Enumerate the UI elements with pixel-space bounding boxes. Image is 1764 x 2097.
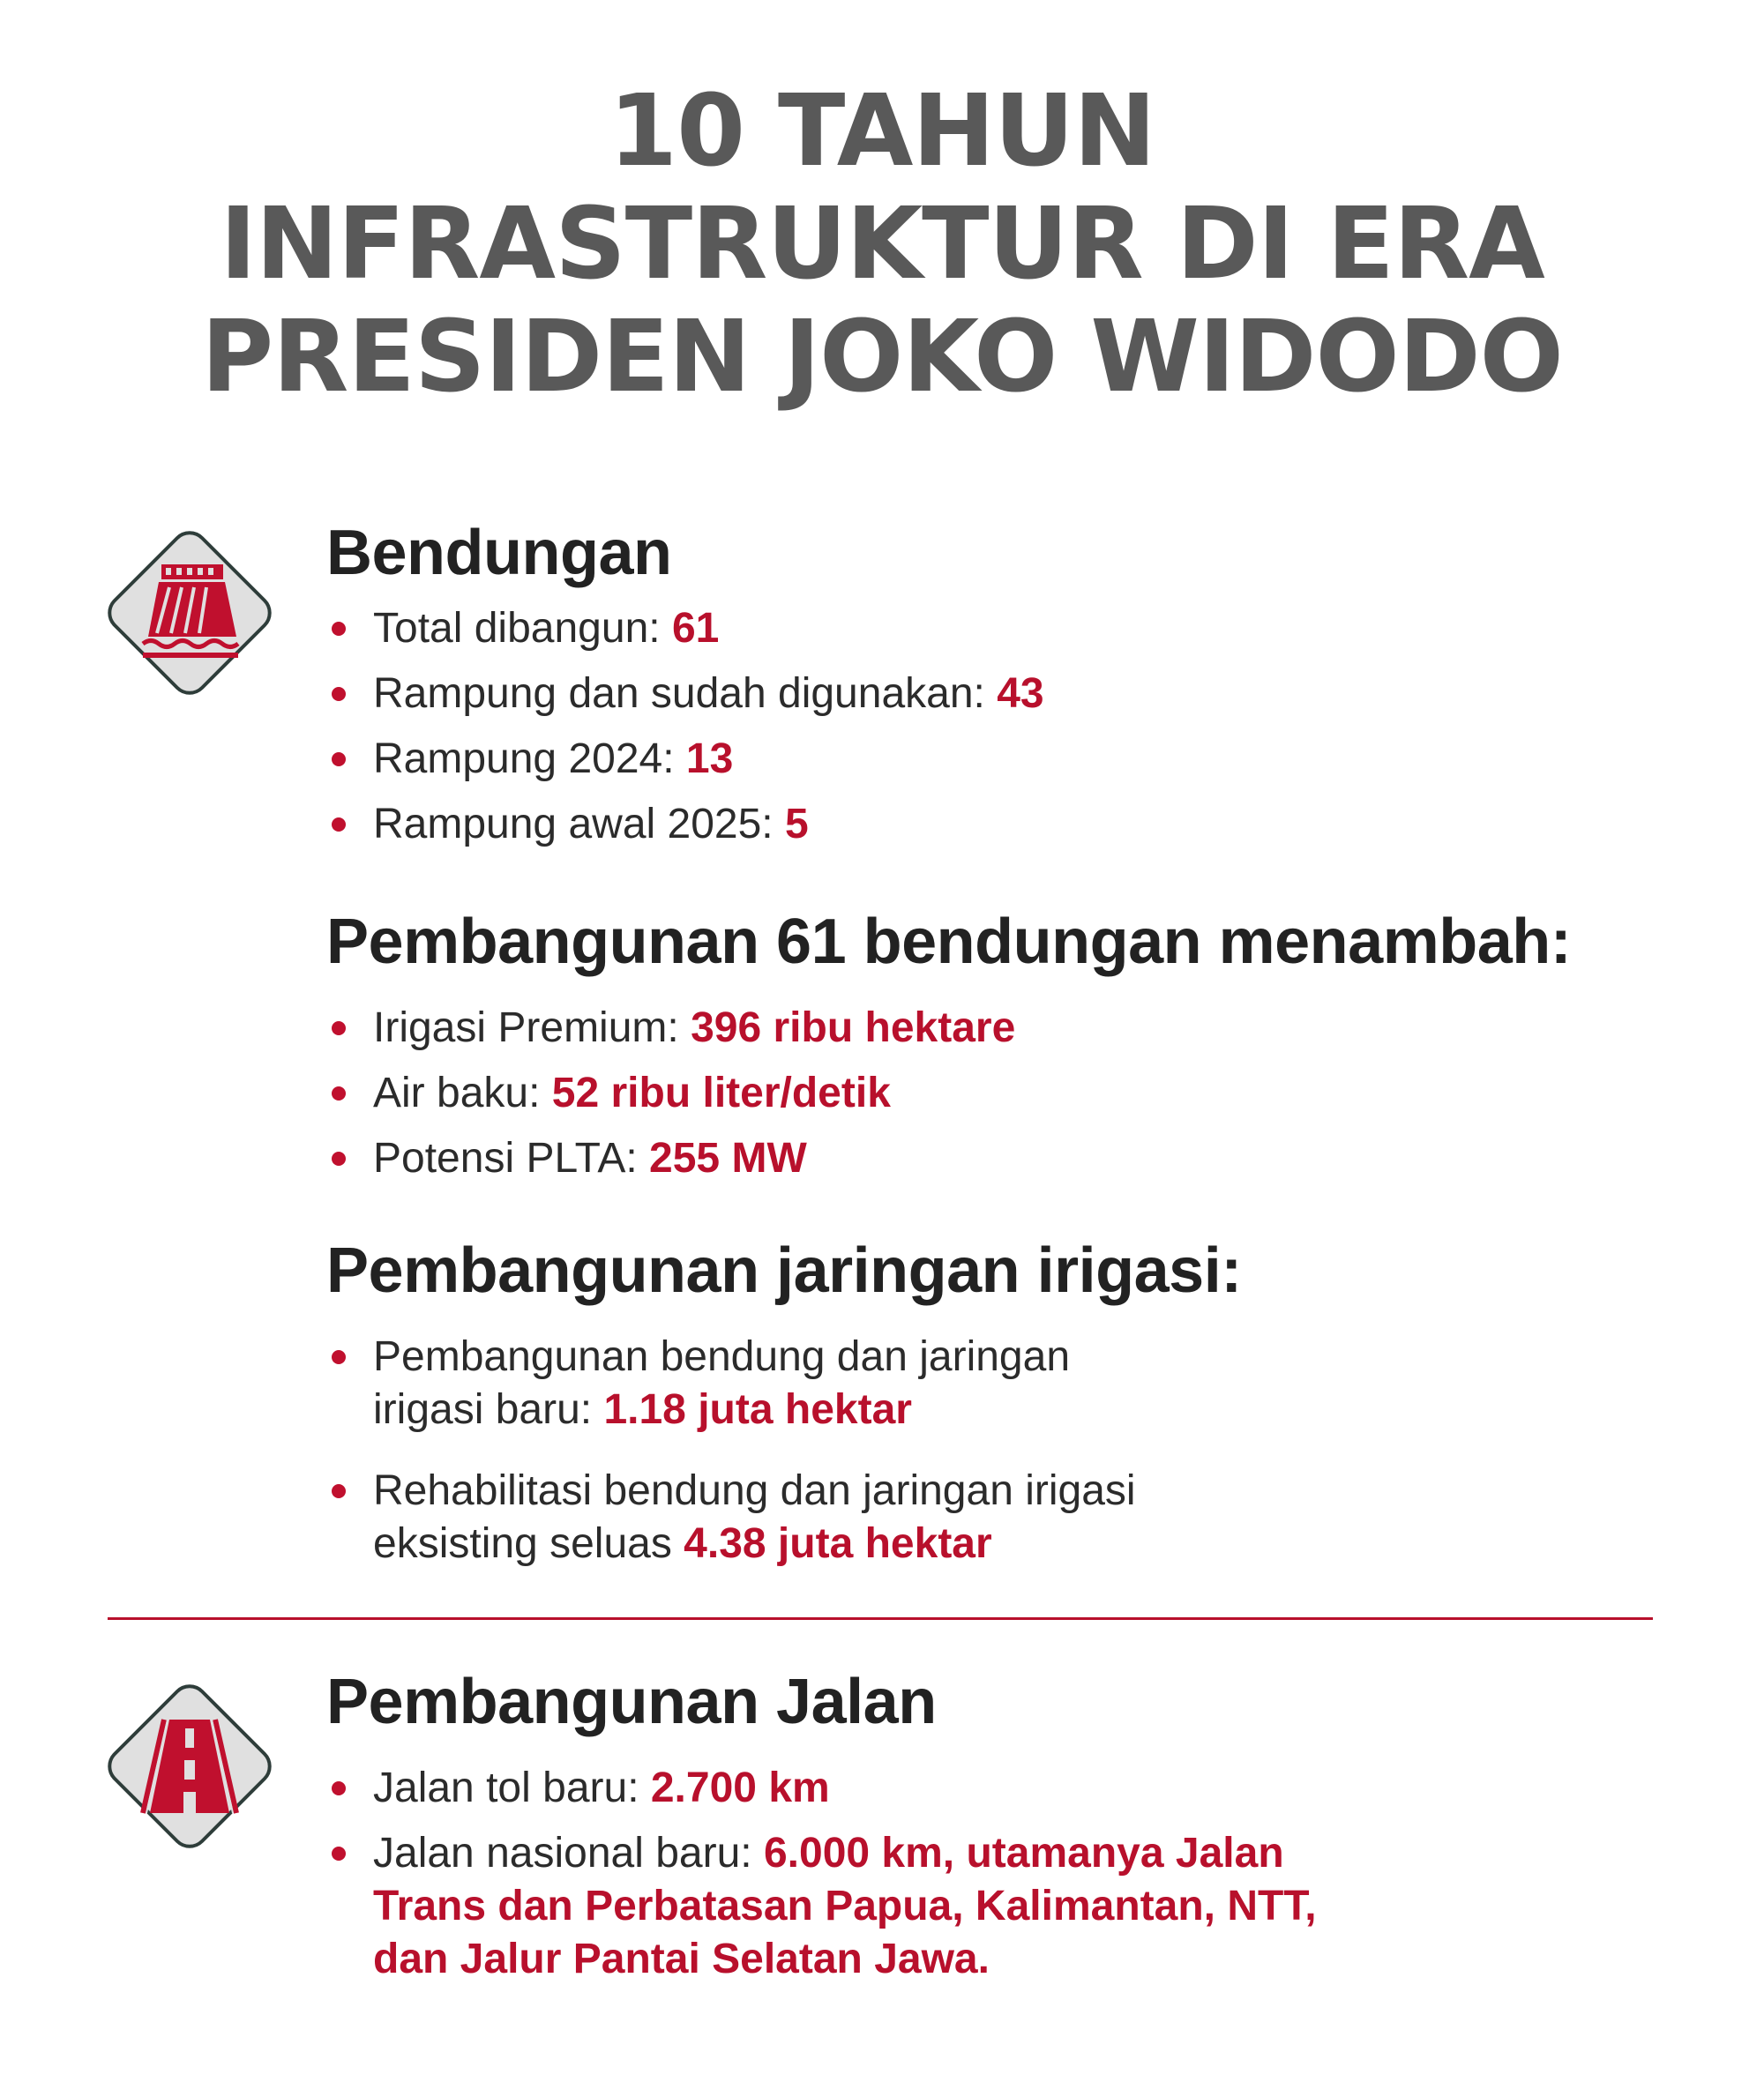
bullet-icon (332, 1350, 346, 1364)
section-heading: Pembangunan Jalan (326, 1667, 937, 1737)
item-value: 1.18 juta hektar (603, 1386, 912, 1433)
bullet-icon (332, 752, 346, 766)
section-irigasi (326, 1234, 1667, 1571)
item-value: 396 ribu hektare (691, 1004, 1016, 1051)
item-label: Jalan nasional baru: (373, 1830, 764, 1877)
title-line-3: PRESIDEN JOKO WIDODO (201, 300, 1563, 414)
section-heading: Pembangunan jaringan irigasi: (326, 1235, 1242, 1306)
section-heading: Bendungan (326, 518, 672, 588)
item-value: 43 (997, 670, 1044, 717)
list-item (326, 733, 1667, 786)
item-line-1: Rehabilitasi bendung dan jaringan irigasi (373, 1467, 1136, 1514)
item-value: 255 MW (649, 1135, 807, 1182)
list-item (326, 1002, 1667, 1055)
title-line-2: INFRASTRUKTUR DI ERA (220, 187, 1544, 302)
list-item (326, 1465, 1667, 1571)
item-line-1: Pembangunan bendung dan jaringan (373, 1333, 1071, 1380)
list-item (326, 602, 1667, 655)
item-value: 2.700 km (650, 1765, 830, 1811)
bullet-icon (332, 622, 346, 636)
bullet-icon (332, 817, 346, 832)
item-value: 61 (671, 605, 720, 652)
item-label: eksisting seluas (373, 1520, 684, 1567)
list-item (326, 1762, 1667, 1815)
item-value-line-2: Trans dan Perbatasan Papua, Kalimantan, NTT, (373, 1883, 1317, 1929)
bullet-icon (332, 687, 346, 701)
road-icon (88, 1665, 291, 1868)
bullet-icon (332, 1152, 346, 1166)
list-item (326, 668, 1667, 720)
section-heading: Pembangunan 61 bendungan menambah: (326, 907, 1572, 977)
item-label: Rampung 2024: (373, 735, 686, 782)
item-value: 52 ribu liter/detik (551, 1070, 891, 1116)
jalan-list (326, 1762, 1667, 1986)
item-label: Rampung dan sudah digunakan: (373, 670, 998, 717)
dam-icon (88, 511, 291, 714)
item-value-line-3: dan Jalur Pantai Selatan Jawa. (373, 1936, 990, 1982)
irigasi-list (326, 1331, 1667, 1571)
section-divider (108, 1617, 1653, 1620)
list-item (326, 1067, 1667, 1120)
bullet-icon (332, 1781, 346, 1795)
item-label: Jalan tol baru: (373, 1765, 651, 1811)
bullet-icon (332, 1847, 346, 1861)
section-menambah (326, 905, 1667, 1185)
list-item (326, 798, 1667, 851)
menambah-list (326, 1002, 1667, 1185)
item-label: Air baku: (373, 1070, 552, 1116)
item-value: 5 (784, 801, 809, 847)
item-label: irigasi baru: (373, 1386, 604, 1433)
item-label: Potensi PLTA: (373, 1135, 650, 1182)
bullet-icon (332, 1021, 346, 1035)
item-value-line-1: 6.000 km, utamanya Jalan (763, 1830, 1284, 1877)
list-item (326, 1132, 1667, 1185)
item-label: Rampung awal 2025: (373, 801, 785, 847)
list-item (326, 1827, 1667, 1986)
page-title (0, 75, 1764, 414)
bullet-icon (332, 1086, 346, 1101)
section-jalan (326, 1665, 1667, 1986)
bendungan-list (326, 602, 1667, 851)
bullet-icon (332, 1484, 346, 1498)
item-value: 13 (685, 735, 734, 782)
item-label: Total dibangun: (373, 605, 672, 652)
list-item (326, 1331, 1667, 1437)
item-label: Irigasi Premium: (373, 1004, 691, 1051)
title-line-1: 10 TAHUN (609, 74, 1155, 189)
section-bendungan (326, 516, 1667, 851)
item-value: 4.38 juta hektar (684, 1520, 992, 1567)
